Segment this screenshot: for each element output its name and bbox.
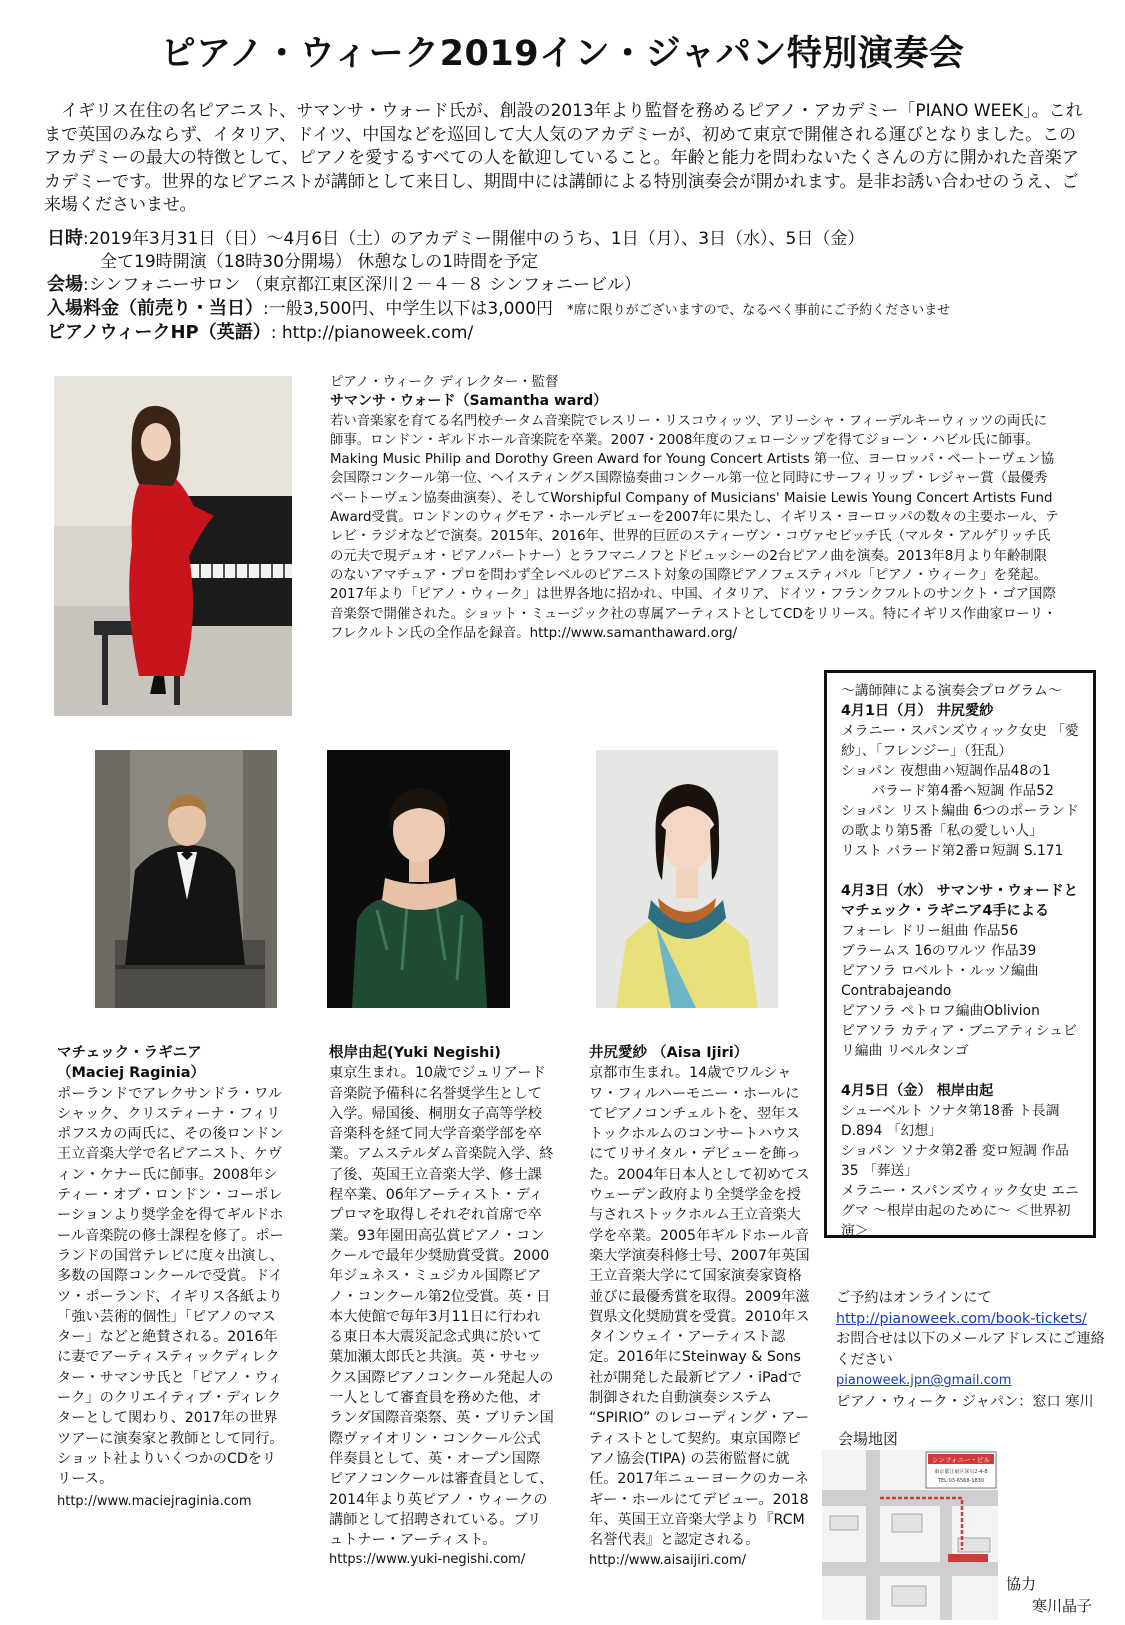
program-item: ショパン ソナタ第2番 変ロ短調 作品35 「葬送」 — [841, 1143, 1069, 1179]
email-link[interactable]: pianoweek.jpn@gmail.com — [836, 1373, 1012, 1388]
artist-aisa-bio: 京都市生まれ。14歳でワルシャワ・フィルハーモニー・ホールにてピアノコンチェルトを、翌年ストックホルムのコンサートハウスにてリサイタル・デビューを飾った。2004年日本人として初めてスウェーデン政府より全奨学金を授与されストックホルム王立音楽大学を卒業。2005年ギルドホール音楽大学演奏科修士号、2007年英国王立音楽大学にて国家演奏家資格並びに最優秀賞を取得。2009年滋賀県文化奨励賞を受賞。2010年スタインウェイ・アーティスト認定。2016年にSteinway & Sons社が開発した最新ピアノ・iPadで制御された自動演奏システム “SPIRIO” のレコーディング・アーティストとして契約。東京国際ピアノ協会(TIPA) の芸術監督に就任。2017年ニューヨークのカーネギー・ホールにてデビュー。2018年、英国王立音楽大学より『RCM名誉代表』と認定される。 — [589, 1065, 810, 1549]
artist-yuki-bio: 東京生まれ。10歳でジュリアード音楽院予備科に名誉奨学生として入学。帰国後、桐朋女子高等学校音楽科を経て同大学音楽学部を卒業。アムステルダム音楽院入学、終了後、英国王立音楽大学、修士課程卒業、06年アーティスト・ディプロマを取得しそれぞれ首席で卒業。93年園田高弘賞ピアノ・コンクールで最年少奨励賞受賞。2000年ジュネス・ミュジカル国際ピアノ・コンクール第2位受賞。英・日本大使館で毎年3月11日に行われる東日本大震災記念式典に於いて葉加瀬太郎氏と共演。英・サセックス国際ピアノコンクール発起人の一人として審査員を務めた他、オランダ国際音楽祭、英・ブリテン国際ヴァイオリン・コンクール公式伴奏員として、英・オープン国際ピアノコンクールは審査員として、2014年より英ピアノ・ウィークの講師として招聘されている。ブリュトナー・アーティスト。 — [329, 1065, 554, 1549]
aisa-photo — [596, 750, 778, 1008]
info-venue-value: :シンフォニーサロン （東京都江東区深川２－４－８ シンフォニービル） — [83, 275, 641, 295]
artist-yuki-name: 根岸由起(Yuki Negishi) — [329, 1045, 501, 1061]
program-item: フォーレ ドリー組曲 作品56 — [841, 923, 1019, 939]
contact-block — [836, 1288, 1106, 1412]
cooperation-name: 寒川晶子 — [1032, 1597, 1093, 1615]
artist-yuki — [329, 1043, 554, 1571]
info-date-value: :2019年3月31日（日）～4月6日（土）のアカデミー開催中のうち、1日（月）、3日（水）、5日（金） — [83, 229, 865, 249]
info-venue-label: 会場 — [47, 274, 83, 295]
artist-maciej-bio: ポーランドでアレクサンドラ・ワルシャック、クリスティーナ・フィリポフスカの両氏に、その後ロンドン王立音楽大学で名ピアニスト、ケヴィン・ケナー氏に師事。2008年シティー・オブ・ロンドン・コーポレーションより奨学金を得てギルドホール音楽院の修士課程を修了。ポーランドの国営テレビに度々出演し、多数の国際コンクールで受賞。ドイツ・ポーランド、イギリス各紙より「強い芸術的個性」「ピアノのマスター」などと絶賛される。2016年に妻でアーティスティックディレクター・サマンサ氏と「ピアノ・ウィーク」のクリエイティブ・ディレクターとして関わり、2017年の世界ツアーに演奏家と教師として同行。ショット社よりいくつかのCDをリリース。 — [57, 1085, 284, 1488]
info-hp-value: : http://pianoweek.com/ — [270, 323, 474, 343]
director-role: ピアノ・ウィーク ディレクター・監督 — [330, 375, 559, 390]
page-title: ピアノ・ウィーク2019イン・ジャパン特別演奏会 — [160, 34, 965, 74]
artist-maciej-name-en: （Maciej Raginia） — [57, 1065, 206, 1082]
intro-text: イギリス在住の名ピアニスト、サマンサ・ウォード氏が、創設の2013年より監督を務めるピアノ・アカデミー「PIANO WEEK」。これまで英国のみならず、イタリア、ドイツ、中国などを巡回して大人気のアカデミーが、初めて東京で開催される運びとなりました。このアカデミーの最大の特徴として、ピアノを愛するすべての人を歓迎していること。年齢と能力を問わないたくさんの方に開かれた音楽アカデミーです。世界的なピアニストが講師として来日し、期間中には講師による特別演奏会が開かれます。是非お誘い合わせのうえ、ご来場くださいませ。 — [44, 101, 1083, 215]
artist-aisa-name: 井尻愛紗 （Aisa Ijiri） — [589, 1045, 749, 1061]
info-fee-label: 入場料金（前売り・当日） — [47, 298, 263, 319]
program-day-head: 4月1日（月） 井尻愛紗 — [841, 703, 994, 719]
info-fee-value: :一般3,500円、中学生以下は3,000円 — [263, 299, 554, 319]
contact-line1: ご予約はオンラインにて — [836, 1290, 992, 1306]
map-label: 会場地図 — [838, 1430, 899, 1448]
cooperation-label: 協力 — [1006, 1575, 1037, 1593]
program-item: ピアソラ ペトロフ編曲Oblivion — [841, 1003, 1040, 1019]
program-day-head: 4月5日（金） 根岸由起 — [841, 1083, 994, 1099]
info-fee — [47, 298, 1097, 322]
info-date-sub: 全て19時開演（18時30分開場） 休憩なしの1時間を予定 — [100, 252, 539, 272]
maciej-photo — [95, 750, 277, 1008]
program-day-3 — [841, 1081, 1083, 1241]
map-address: 東京都江東区深川2-4-8 — [934, 1469, 988, 1475]
program-item: ピアソラ カティア・ブニアティシュビリ編曲 リベルタンゴ — [841, 1023, 1077, 1059]
program-item: リスト バラード第2番ロ短調 S.171 — [841, 843, 1064, 859]
director-bio: 若い音楽家を育てる名門校チータム音楽院でレスリー・リスコウィッツ、アリーシャ・フィーデルキーウィッツの両氏に師事。ロンドン・ギルドホール音楽院を卒業。2007・2008年度のフェローシップを得てジョーン・ハビル氏に師事。Making Music Philip and Dorothy Green Award for Young Concert Artists 第一位、ヨーロッパ・ベートーヴェン協会国際コンクール第一位、ヘイスティングス国際協奏曲コンクール第一位と同時にサーフィリップ・レジャー賞（最優秀ベートーヴェン協奏曲演奏）、そしてWorshipful Company of Musicians' Maisie Lewis Young Concert Artists Fund Award受賞。ロンドンのウィグモア・ホールデビューを2007年に果たし、イギリス・ヨーロッパの数々の主要ホール、テレビ・ラジオなどで演奏。2015年、2016年、世界的巨匠のスティーヴン・コヴァセビッチ氏（マルタ・アルゲリッチ氏の元夫で現デュオ・ピアノパートナー）とラフマニノフとドビュッシーの2台ピアノ曲を演奏。2013年8月より年齢制限のないアマチュア・プロを問わず全レベルのピアニスト対象の国際ピアノフェスティバル「ピアノ・ウィーク」を発起。2017年より「ピアノ・ウィーク」は世界各地に招かれ、中国、イタリア、ドイツ・フランクフルトのサンクト・ゴア国際音楽祭で開催された。ショット・ミュージック社の専属アーティストとしてCDをリリース。特にイギリス作曲家ローリ・フレクルトン氏の全作品を録音。http://www.samanthaward.org/ — [330, 413, 1059, 641]
booking-link[interactable]: http://pianoweek.com/book-tickets/ — [836, 1310, 1087, 1327]
info-fee-note: *席に限りがございますので、なるべく事前にご予約くださいませ — [567, 303, 951, 318]
program-item: ショパン リスト編曲 6つのポーランドの歌より第5番「私の愛しい人」 — [841, 803, 1079, 839]
venue-map — [822, 1450, 998, 1620]
program-item: バラード第4番ヘ短調 作品52 — [871, 783, 1054, 799]
artist-maciej-url: http://www.maciejraginia.com — [57, 1493, 252, 1509]
info-venue — [47, 274, 1097, 296]
program-item: ピアソラ ロベルト・ルッソ編曲 Contrabajeando — [841, 963, 1039, 999]
artist-maciej — [57, 1043, 285, 1512]
director-bio-block — [330, 373, 1060, 643]
contact-line3: ピアノ・ウィーク・ジャパン：窓口 寒川 — [836, 1393, 1094, 1410]
contact-line2: お問合せは以下のメールアドレスにご連絡ください — [836, 1331, 1105, 1368]
program-box — [824, 670, 1096, 1238]
info-hp — [47, 322, 1097, 344]
program-item: メラニー・スパンズウィック女史 「愛紗」、「フレンジー」（狂乱） — [841, 723, 1079, 759]
yuki-photo — [327, 750, 510, 1008]
artist-aisa-url: http://www.aisaijiri.com/ — [589, 1553, 747, 1569]
program-item: ブラームス 16のワルツ 作品39 — [841, 943, 1037, 959]
artist-yuki-url: https://www.yuki-negishi.com/ — [329, 1552, 526, 1568]
artist-maciej-name: マチェック・ラギニア — [57, 1045, 202, 1061]
program-item: メラニー・スパンズウィック女史 エニグマ ～根岸由起のために～ ＜世界初演＞ — [841, 1183, 1079, 1239]
artist-aisa — [589, 1043, 811, 1572]
program-title: ～講師陣による演奏会プログラム～ — [841, 683, 1062, 699]
director-photo — [54, 376, 292, 716]
info-date-label: 日時 — [47, 228, 83, 249]
program-day-2 — [841, 881, 1083, 1061]
program-day-1 — [841, 701, 1083, 861]
program-item: シューベルト ソナタ第18番 ト長調 D.894 「幻想」 — [841, 1103, 1060, 1139]
info-date — [47, 228, 1097, 250]
info-hp-label: ピアノウィークHP（英語） — [47, 322, 271, 343]
director-name: サマンサ・ウォード（Samantha ward） — [330, 393, 608, 410]
map-building-name: シンフォニー・ビル — [931, 1456, 991, 1464]
program-day-head: 4月3日（水） サマンサ・ウォードとマチェック・ラギニア4手による — [841, 883, 1078, 919]
map-tel: TEL:03-6568-1830 — [937, 1478, 985, 1484]
program-item: ショパン 夜想曲ハ短調作品48の1 — [841, 763, 1051, 779]
